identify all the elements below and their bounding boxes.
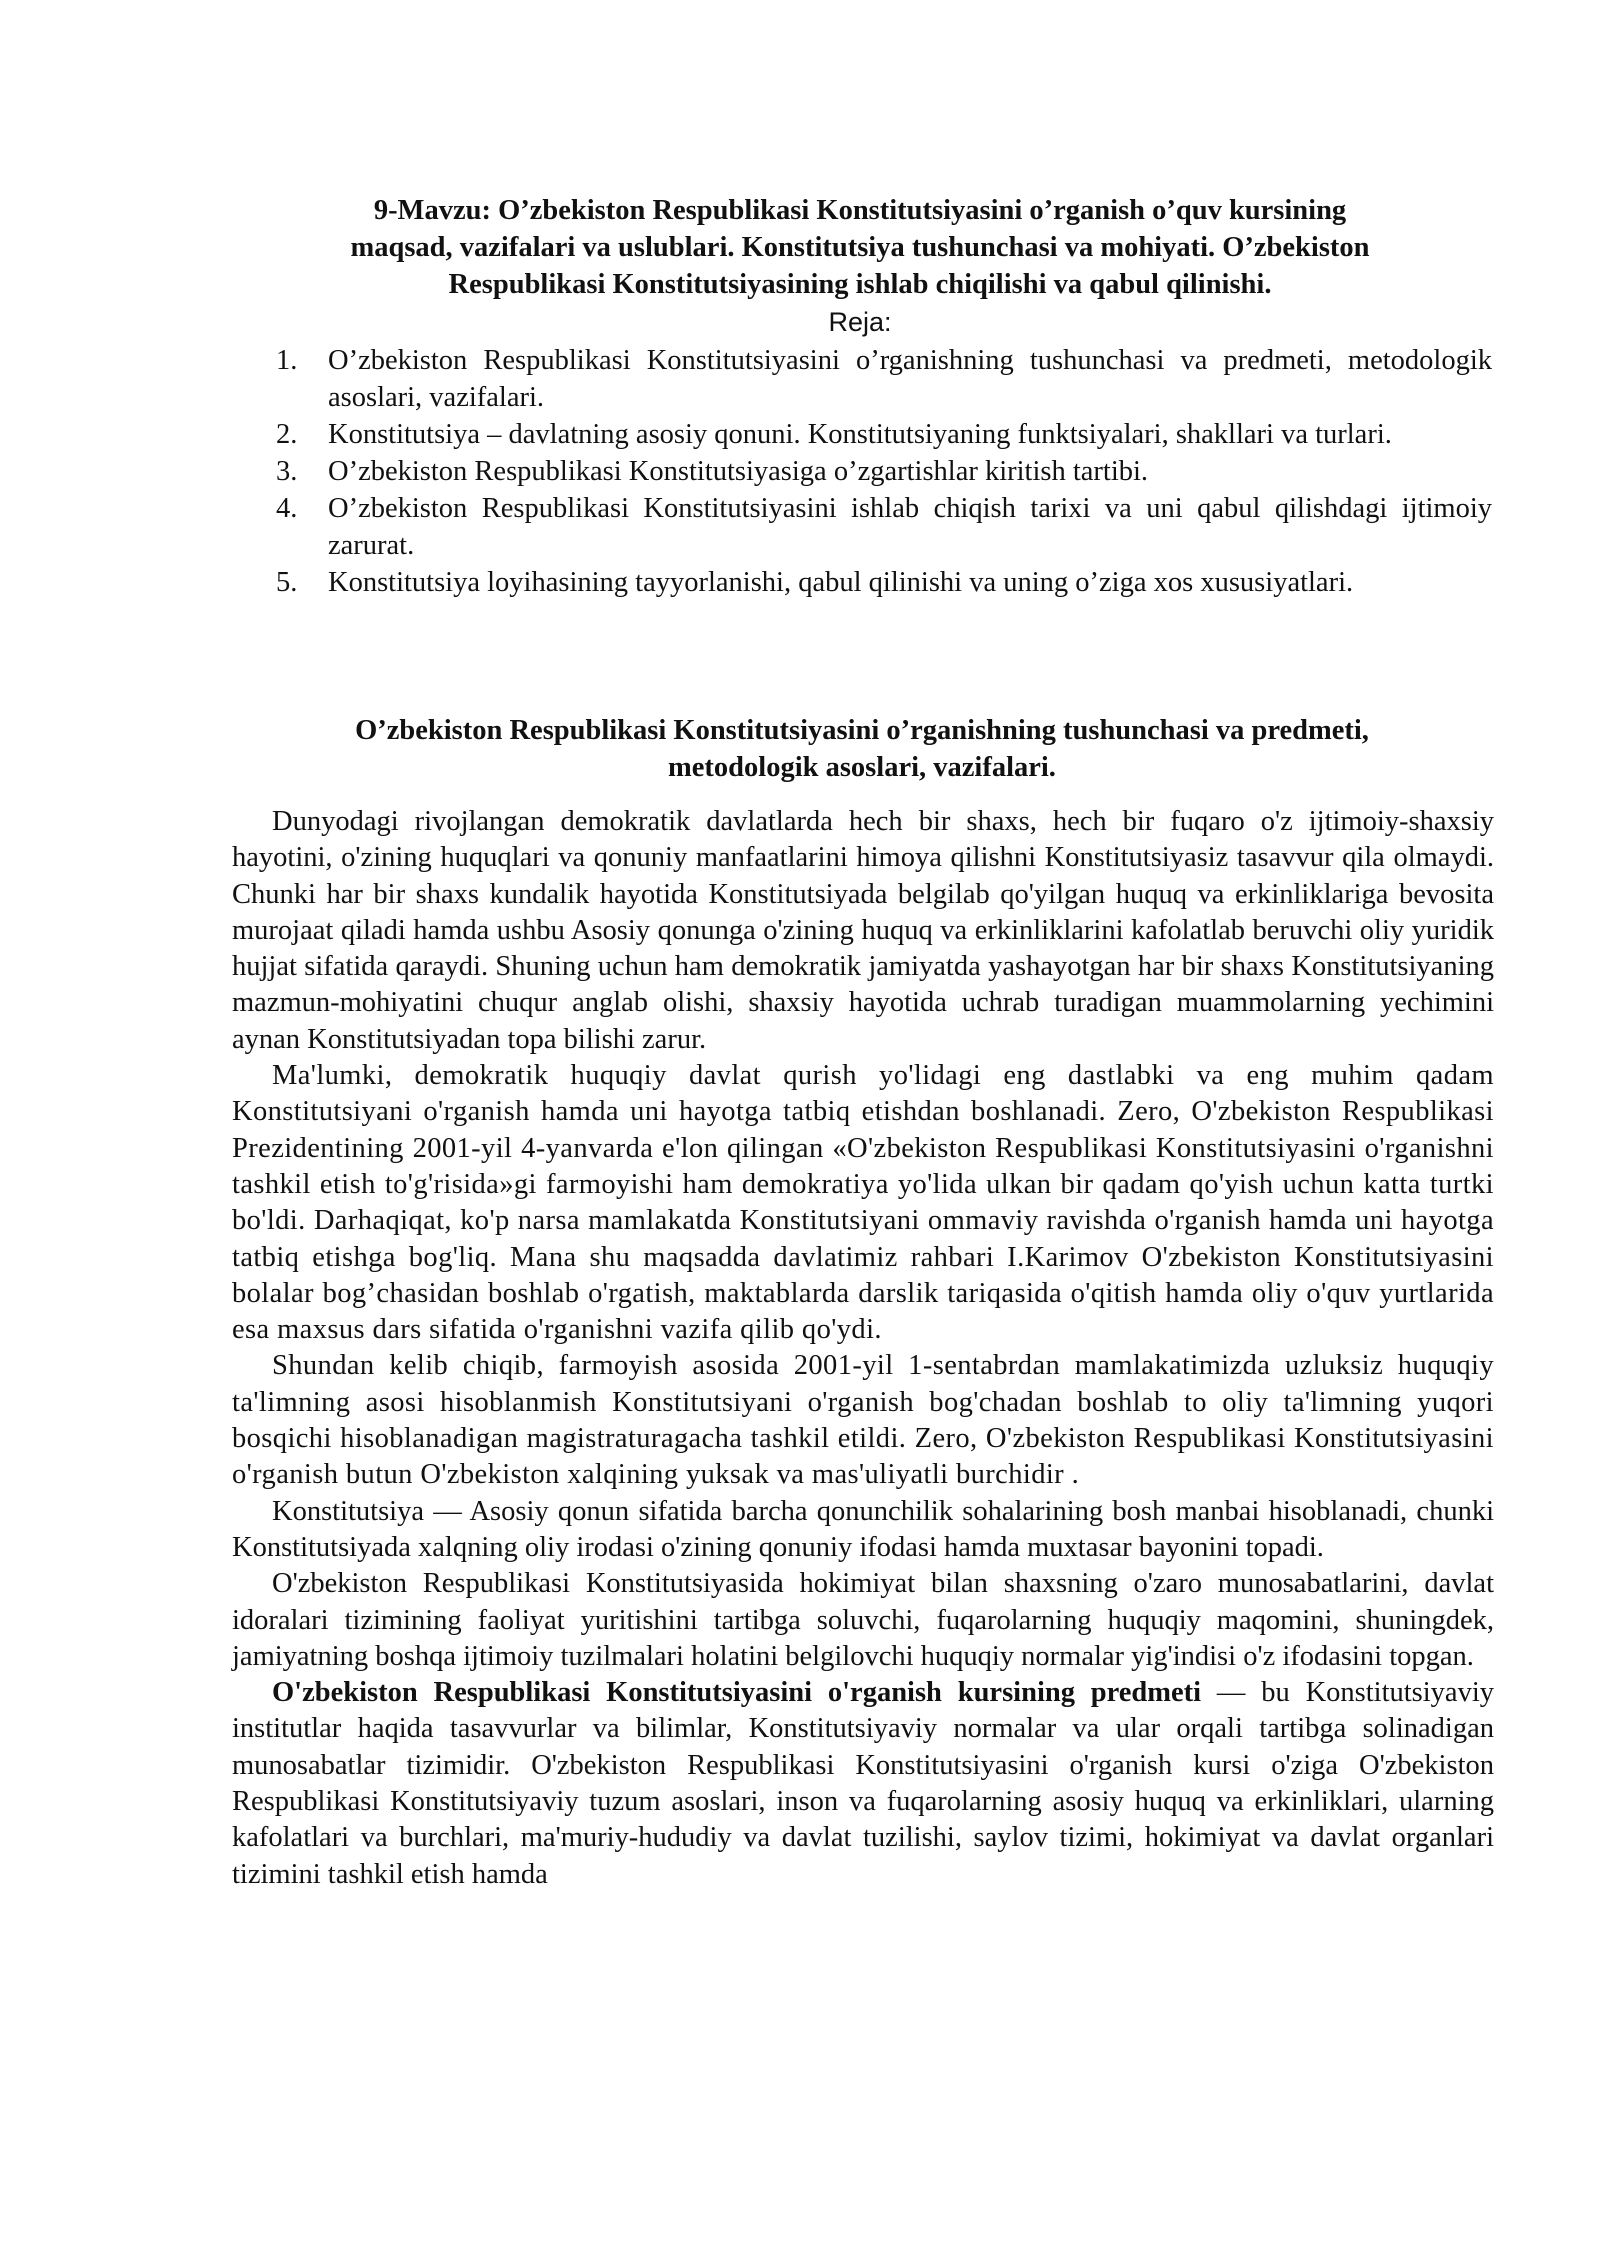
paragraph-text: — bu Konstitutsiyaviy institutlar haqida tasavvurlar va bilimlar, Konstitutsiyaviy normalar va ular orqali tartibga solinadigan munosabatlar tizimidir. O'zbekiston Respublikasi Konstitutsiyasini o'rganish kursi o'ziga O'zbekiston Respublikasi Konstitutsiyaviy tuzum asoslari, inson va fuqarolarning asosiy huquq va erkinliklari, ularning kafolatlari va burchlari, ma'muriy-hududiy va davlat tuzilishi, saylov tizimi, hokimiyat va davlat organlari tizimini tashkil etish hamda (232, 1677, 1494, 1890)
plan-item (272, 342, 1492, 416)
plan-item-number: 1. (276, 345, 298, 376)
section-heading-line: O’zbekiston Respublikasi Konstitutsiyasini o’rganishning tushunchasi va predmeti, (355, 715, 1369, 746)
plan-heading: Reja: (828, 307, 892, 337)
plan-item-number: 2. (276, 419, 298, 450)
paragraph-text: Ma'lumki, demokratik huquqiy davlat qurish yo'lidagi eng dastlabki va eng muhim qadam Konstitutsiyani o'rganish hamda uni hayotga tatbiq etishdan boshlanadi. Zero, O'zbekiston Respublikasi Prezidentining 2001-yil 4-yanvarda e'lon qilingan «O'zbekiston Respublikasi Konstitutsiyasini o'rganishni tashkil etish to'g'risida»gi farmoyishi ham demokratiya yo'lida ulkan bir qadam qo'yish uchun katta turtki bo'ldi. Darhaqiqat, ko'p narsa mamlakatda Konstitutsiyani ommaviy ravishda o'rganish hamda uni hayotga tatbiq etishga bog'liq. Mana shu maqsadda davlatimiz rahbari I.Karimov O'zbekiston Konstitutsiyasini bolalar bog’chasidan boshlab o'rgatish, maktablarda darslik tariqasida o'qitish hamda oliy o'quv yurtlarida esa maxsus dars sifatida o'rganishni vazifa qilib qo'ydi. (232, 1060, 1494, 1346)
paragraph (232, 1058, 1494, 1348)
paragraph-text: O'zbekiston Respublikasi Konstitutsiyasida hokimiyat bilan shaxsning o'zaro munosabatlarini, davlat idoralari tizimining faoliyat yuritishini tartibga soluvchi, fuqarolarning huquqiy maqomini, shuningdek, jamiyatning boshqa ijtimoiy tuzilmalari holatini belgilovchi huquqiy normalar yig'indisi o'z ifodasini topgan. (232, 1568, 1494, 1672)
title-line: Respublikasi Konstitutsiyasining ishlab chiqilishi va qabul qilinishi. (448, 269, 1272, 300)
plan-item-text: O’zbekiston Respublikasi Konstitutsiyasini o’rganishning tushunchasi va predmeti, metodologik asoslari, vazifalari. (328, 345, 1492, 413)
section-heading-line: metodologik asoslari, vazifalari. (668, 752, 1056, 783)
paragraph (232, 1675, 1494, 1893)
paragraph-bold-lead: O'zbekiston Respublikasi Konstitutsiyasini o'rganish kursining predmeti (272, 1677, 1202, 1709)
plan-list (272, 342, 1492, 601)
plan-item-number: 4. (276, 493, 298, 524)
section-heading (232, 712, 1492, 786)
plan-item (272, 416, 1492, 453)
plan-item-text: Konstitutsiya loyihasining tayyorlanishi, qabul qilinishi va uning o’ziga xos xususiyatlari. (328, 567, 1354, 598)
paragraph-text: Dunyodagi rivojlangan demokratik davlatlarda hech bir shaxs, hech bir fuqaro o'z ijtimoiy-shaxsiy hayotini, o'zining huquqlari va qonuniy manfaatlarini himoya qilishni Konstitutsiyasiz tasavvur qila olmaydi. Chunki har bir shaxs kundalik hayotida Konstitutsiyada belgilab qo'yilgan huquq va erkinliklariga bevosita murojaat qiladi hamda ushbu Asosiy qonunga o'zining huquq va erkinliklarini kafolatlab beruvchi oliy yuridik hujjat sifatida qaraydi. Shuning uchun ham demokratik jamiyatda yashayotgan har bir shaxs Konstitutsiyaning mazmun-mohiyatini chuqur anglab olishi, shaxsiy hayotida uchrab turadigan muammolarning yechimini aynan Konstitutsiyadan topa bilishi zarur. (232, 806, 1494, 1055)
plan-item-number: 3. (276, 456, 298, 487)
title-line: 9-Mavzu: O’zbekiston Respublikasi Konstitutsiyasini o’rganish o’quv kursining (373, 195, 1347, 226)
plan-item (272, 564, 1492, 601)
plan-item-text: Konstitutsiya – davlatning asosiy qonuni. Konstitutsiyaning funktsiyalari, shakllari va turlari. (328, 419, 1392, 450)
paragraph (232, 1494, 1494, 1567)
plan-item-text: O’zbekiston Respublikasi Konstitutsiyasini ishlab chiqish tarixi va uni qabul qilishdagi ijtimoiy zarurat. (328, 493, 1492, 561)
title-line: maqsad, vazifalari va uslublari. Konstitutsiya tushunchasi va mohiyati. O’zbekiston (350, 232, 1370, 263)
plan-item-text: O’zbekiston Respublikasi Konstitutsiyasiga o’zgartishlar kiritish tartibi. (328, 456, 1149, 487)
paragraph-text: Shundan kelib chiqib, farmoyish asosida 2001-yil 1-sentabrdan mamlakatimizda uzluksiz huquqiy ta'limning asosi hisoblanmish Konstitutsiyani o'rganish bog'chadan boshlab to oliy ta'limning yuqori bosqichi hisoblanadigan magistraturagacha tashkil etildi. Zero, O'zbekiston Respublikasi Konstitutsiyasini o'rganish butun O'zbekiston xalqining yuksak va mas'uliyatli burchidir . (232, 1350, 1494, 1491)
paragraph-text: Konstitutsiya — Asosiy qonun sifatida barcha qonunchilik sohalarining bosh manbai hisoblanadi, chunki Konstitutsiyada xalqning oliy irodasi o'zining qonuniy ifodasi hamda muxtasar bayonini topadi. (232, 1495, 1494, 1563)
paragraph (232, 1566, 1494, 1675)
document-title (270, 192, 1450, 303)
body-text (232, 804, 1494, 1893)
paragraph (232, 1348, 1494, 1493)
plan-item (272, 453, 1492, 490)
paragraph (232, 804, 1494, 1058)
plan-item (272, 490, 1492, 564)
plan-item-number: 5. (276, 567, 298, 598)
